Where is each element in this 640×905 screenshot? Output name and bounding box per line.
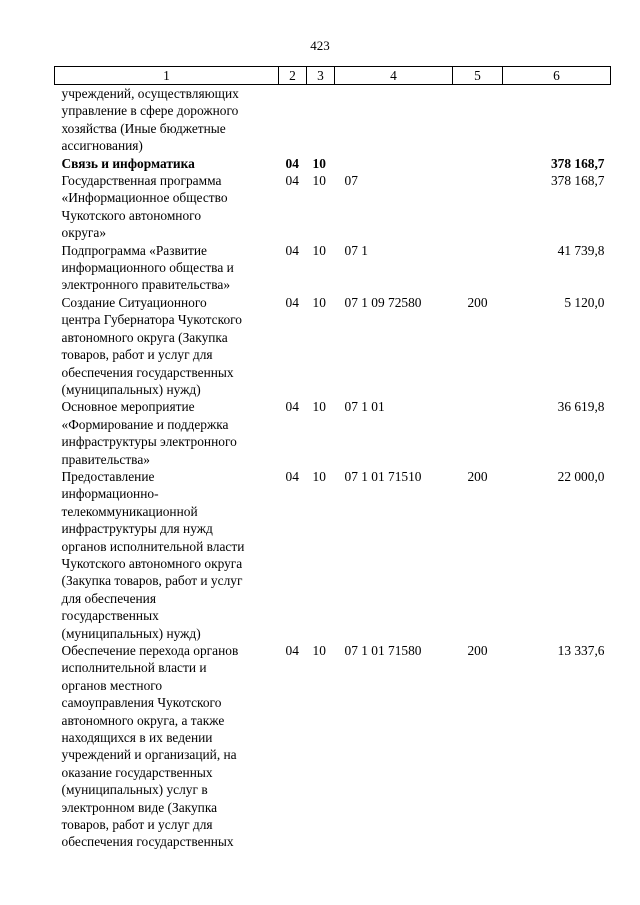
row-name-line: (муниципальных) услуг в	[61, 782, 208, 798]
row-name	[55, 294, 279, 398]
row-expense-type	[453, 155, 503, 172]
row-expense-type	[453, 398, 503, 468]
row-name-line: Обеспечение перехода органов	[61, 643, 239, 658]
row-amount: 378 168,7	[550, 173, 605, 189]
header-row	[55, 67, 611, 85]
row-amount: 5 120,0	[564, 294, 605, 310]
row-name-line: органов исполнительной власти	[61, 538, 245, 554]
row-subsection	[307, 85, 335, 155]
row-target-article: 07 1 01 71510	[344, 468, 422, 484]
row-name-line: инфраструктуры для нужд	[61, 521, 213, 537]
row-target-article: 07 1 01	[344, 399, 385, 415]
row-expense-type	[453, 172, 503, 242]
header-col-1: 1	[55, 67, 279, 85]
header-col-6: 6	[503, 67, 611, 85]
row-expense-type	[453, 85, 503, 155]
table-row	[55, 155, 611, 172]
row-name-line: самоуправления Чукотского	[61, 695, 222, 711]
header-col-4: 4	[335, 67, 453, 85]
row-name-line: органов местного	[61, 677, 163, 693]
row-name-line: автономного округа, а также	[61, 712, 225, 728]
row-name-line: Чукотского автономного	[61, 207, 202, 223]
row-name-line: (муниципальных) нужд)	[61, 625, 201, 641]
row-name-line: исполнительной власти и	[61, 660, 207, 676]
table-row	[55, 294, 611, 398]
row-name-line: товаров, работ и услуг для	[61, 817, 213, 833]
table-row	[55, 398, 611, 468]
row-name-line: (муниципальных) нужд)	[61, 381, 201, 397]
row-name-line: Связь и информатика	[61, 155, 195, 171]
row-name	[55, 398, 279, 468]
row-target-article: 07 1 09 72580	[344, 294, 422, 310]
row-name-line: телекоммуникационной	[61, 503, 198, 519]
row-section: 04	[285, 173, 299, 189]
row-name-line: Создание Ситуационного	[61, 294, 207, 310]
row-amount: 378 168,7	[550, 155, 605, 171]
row-name-line: обеспечения государственных	[61, 364, 234, 380]
row-name-line: электронного правительства»	[61, 277, 231, 293]
row-name-line: хозяйства (Иные бюджетные	[61, 120, 226, 136]
row-name-line: правительства»	[61, 451, 150, 467]
row-name-line: автономного округа (Закупка	[61, 329, 228, 345]
row-amount: 41 739,8	[557, 242, 605, 258]
row-subsection: 10	[312, 294, 326, 310]
row-subsection: 10	[312, 399, 326, 415]
header-col-3: 3	[307, 67, 335, 85]
row-amount: 13 337,6	[557, 643, 605, 658]
row-name	[55, 468, 279, 642]
row-section: 04	[285, 468, 299, 484]
row-name-line: управление в сфере дорожного	[61, 103, 239, 119]
row-section: 04	[285, 155, 299, 171]
row-name-line: находящихся в их ведении	[61, 730, 213, 746]
row-section	[279, 85, 307, 155]
row-name-line: инфраструктуры электронного	[61, 434, 237, 450]
table-body	[55, 85, 611, 851]
row-subsection: 10	[312, 242, 326, 258]
row-expense-type: 200	[467, 468, 488, 484]
table-header	[55, 67, 611, 85]
row-subsection: 10	[312, 155, 326, 171]
row-name-line: «Информационное общество	[61, 190, 228, 206]
row-name-line: округа»	[61, 225, 107, 241]
row-name	[55, 172, 279, 242]
row-name-line: государственных	[61, 608, 159, 624]
row-expense-type: 200	[467, 294, 488, 310]
row-name-line: Подпрограмма «Развитие	[61, 242, 207, 258]
row-target-article: 07 1 01 71580	[344, 643, 422, 658]
row-name-line: центра Губернатора Чукотского	[61, 312, 242, 328]
row-name-line: ассигнования)	[61, 138, 143, 154]
row-target-article	[335, 85, 453, 155]
row-section: 04	[285, 294, 299, 310]
row-subsection: 10	[312, 173, 326, 189]
row-subsection: 10	[312, 643, 326, 658]
header-col-5: 5	[453, 67, 503, 85]
table-row	[55, 85, 611, 155]
row-name-line: (Закупка товаров, работ и услуг	[61, 573, 243, 589]
row-target-article	[335, 155, 453, 172]
table-row	[55, 642, 611, 851]
row-name-line: обеспечения государственных	[61, 834, 234, 850]
row-name	[55, 642, 279, 851]
row-name-line: учреждений, осуществляющих	[61, 86, 239, 101]
row-expense-type	[453, 242, 503, 294]
row-name-line: для обеспечения	[61, 590, 156, 606]
row-name-line: учреждений и организаций, на	[61, 747, 237, 763]
row-name-line: электронном виде (Закупка	[61, 799, 218, 815]
row-section: 04	[285, 242, 299, 258]
row-name-line: информационно-	[61, 486, 159, 502]
row-name-line: товаров, работ и услуг для	[61, 347, 213, 363]
row-name-line: информационного общества и	[61, 260, 234, 276]
page-number: 423	[310, 38, 330, 53]
row-name-line: Основное мероприятие	[61, 399, 195, 415]
row-name	[55, 155, 279, 172]
row-target-article: 07 1	[344, 242, 368, 258]
row-section: 04	[285, 643, 299, 658]
table-row	[55, 242, 611, 294]
row-amount	[503, 85, 611, 155]
budget-table	[54, 66, 611, 851]
header-col-2: 2	[279, 67, 307, 85]
row-name-line: Предоставление	[61, 468, 155, 484]
row-amount: 22 000,0	[557, 468, 605, 484]
row-section: 04	[285, 399, 299, 415]
row-name-line: Чукотского автономного округа	[61, 555, 243, 571]
row-name-line: «Формирование и поддержка	[61, 416, 229, 432]
row-name-line: Государственная программа	[61, 173, 222, 189]
row-expense-type: 200	[467, 643, 488, 658]
table-row	[55, 468, 611, 642]
row-amount: 36 619,8	[557, 399, 605, 415]
row-name	[55, 242, 279, 294]
row-name	[55, 85, 279, 155]
row-target-article: 07	[344, 173, 358, 189]
table-row	[55, 172, 611, 242]
row-name-line: оказание государственных	[61, 764, 213, 780]
row-subsection: 10	[312, 468, 326, 484]
